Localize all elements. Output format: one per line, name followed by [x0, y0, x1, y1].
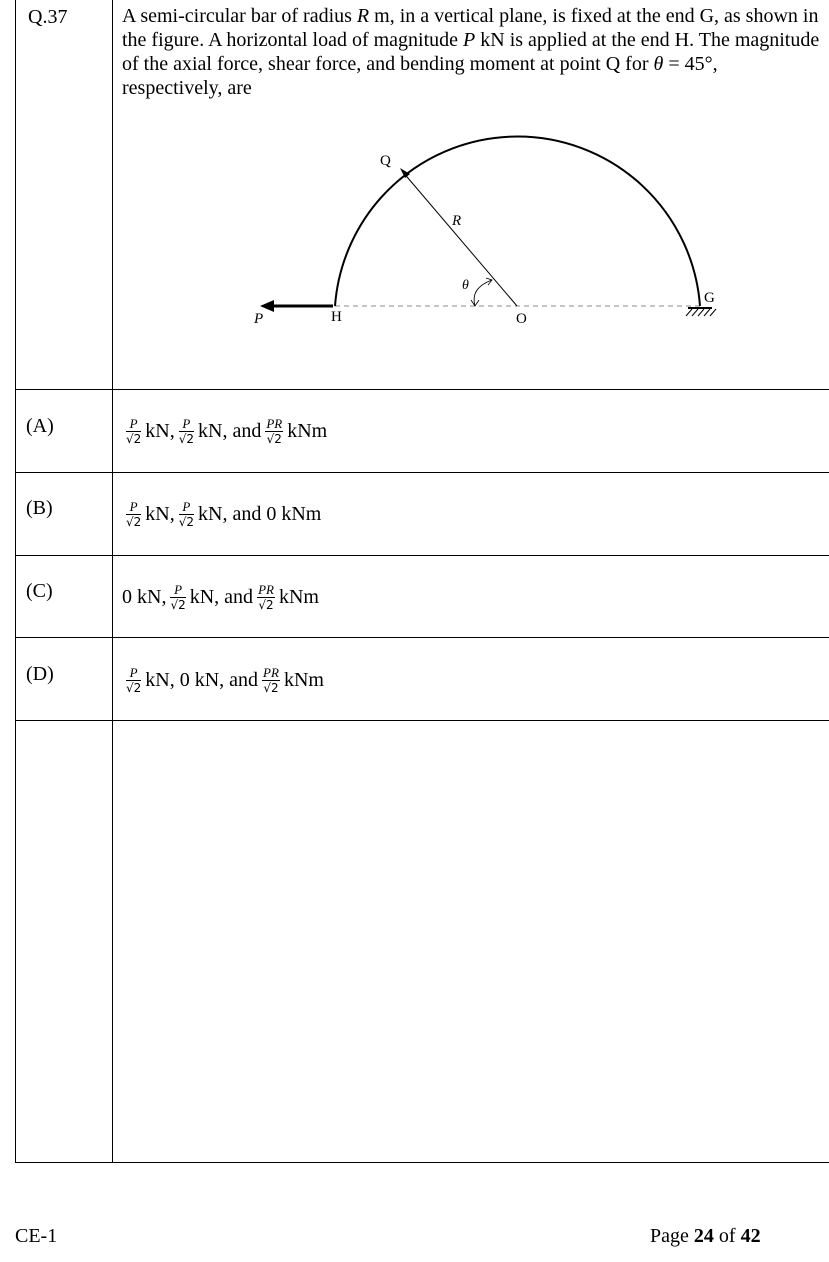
fraction: $\frac{PR}{√2}$: [258, 581, 274, 612]
page-number: Page 24 of 42: [650, 1225, 761, 1247]
option-a-text: $\frac{P}{√2}$ kN, $\frac{P}{√2}$ kN, and $\frac{PR}{√2}$ kNm: [126, 415, 328, 446]
fraction: $\frac{P}{√2}$: [178, 498, 195, 529]
fraction: $\frac{P}{√2}$: [126, 415, 142, 446]
fraction: $\frac{PR}{√2}$: [266, 415, 283, 446]
option-b-label: (B): [26, 497, 53, 519]
question-text: A semi-circular bar of radius R m, in a vertical plane, is fixed at the end G, as shown in the figure. A horizontal load of magnitude P kN is applied at the end H. The magnitude of the axial force, shear force, and bending moment at point Q for θ = 45°, respectively, are: [122, 5, 820, 99]
support-hatch: [698, 309, 704, 316]
label-theta: θ: [462, 278, 469, 293]
option-d-label: (D): [26, 663, 54, 685]
question-number: Q.37: [28, 6, 68, 28]
semicircular-bar-figure: [230, 110, 730, 340]
row-divider: [15, 720, 829, 721]
fraction: $\frac{PR}{√2}$: [263, 664, 279, 695]
column-divider: [112, 0, 113, 1163]
option-d-text: $\frac{P}{√2}$ kN, 0 kN, and $\frac{PR}{√2}$ kNm: [126, 664, 324, 695]
question-table: [15, 0, 829, 1163]
label-g: G: [704, 290, 715, 306]
paper-code: CE-1: [15, 1225, 58, 1247]
row-divider: [15, 637, 829, 638]
radius-line: [402, 171, 517, 306]
option-c-text: 0 kN, $\frac{P}{√2}$ kN, and $\frac{PR}{√2}$ kNm: [122, 581, 319, 612]
support-hatch: [686, 309, 692, 316]
label-p: P: [254, 311, 264, 327]
fraction: $\frac{P}{√2}$: [178, 415, 195, 446]
label-o: O: [516, 311, 527, 327]
table-bottom-border: [15, 1162, 829, 1163]
fraction: $\frac{P}{√2}$: [126, 664, 142, 695]
table-left-border: [15, 0, 16, 1163]
support-hatch: [692, 309, 698, 316]
option-a-label: (A): [26, 415, 54, 437]
support-hatch: [710, 309, 716, 316]
option-c-label: (C): [26, 580, 53, 602]
row-divider: [15, 389, 829, 390]
label-q: Q: [380, 153, 391, 169]
option-b-text: $\frac{P}{√2}$ kN, $\frac{P}{√2}$ kN, and 0 kNm: [126, 498, 322, 529]
fraction: $\frac{P}{√2}$: [170, 581, 186, 612]
label-h: H: [331, 309, 342, 325]
row-divider: [15, 472, 829, 473]
label-r: R: [452, 213, 462, 229]
fraction: $\frac{P}{√2}$: [126, 498, 142, 529]
row-divider: [15, 555, 829, 556]
support-hatch: [704, 309, 710, 316]
